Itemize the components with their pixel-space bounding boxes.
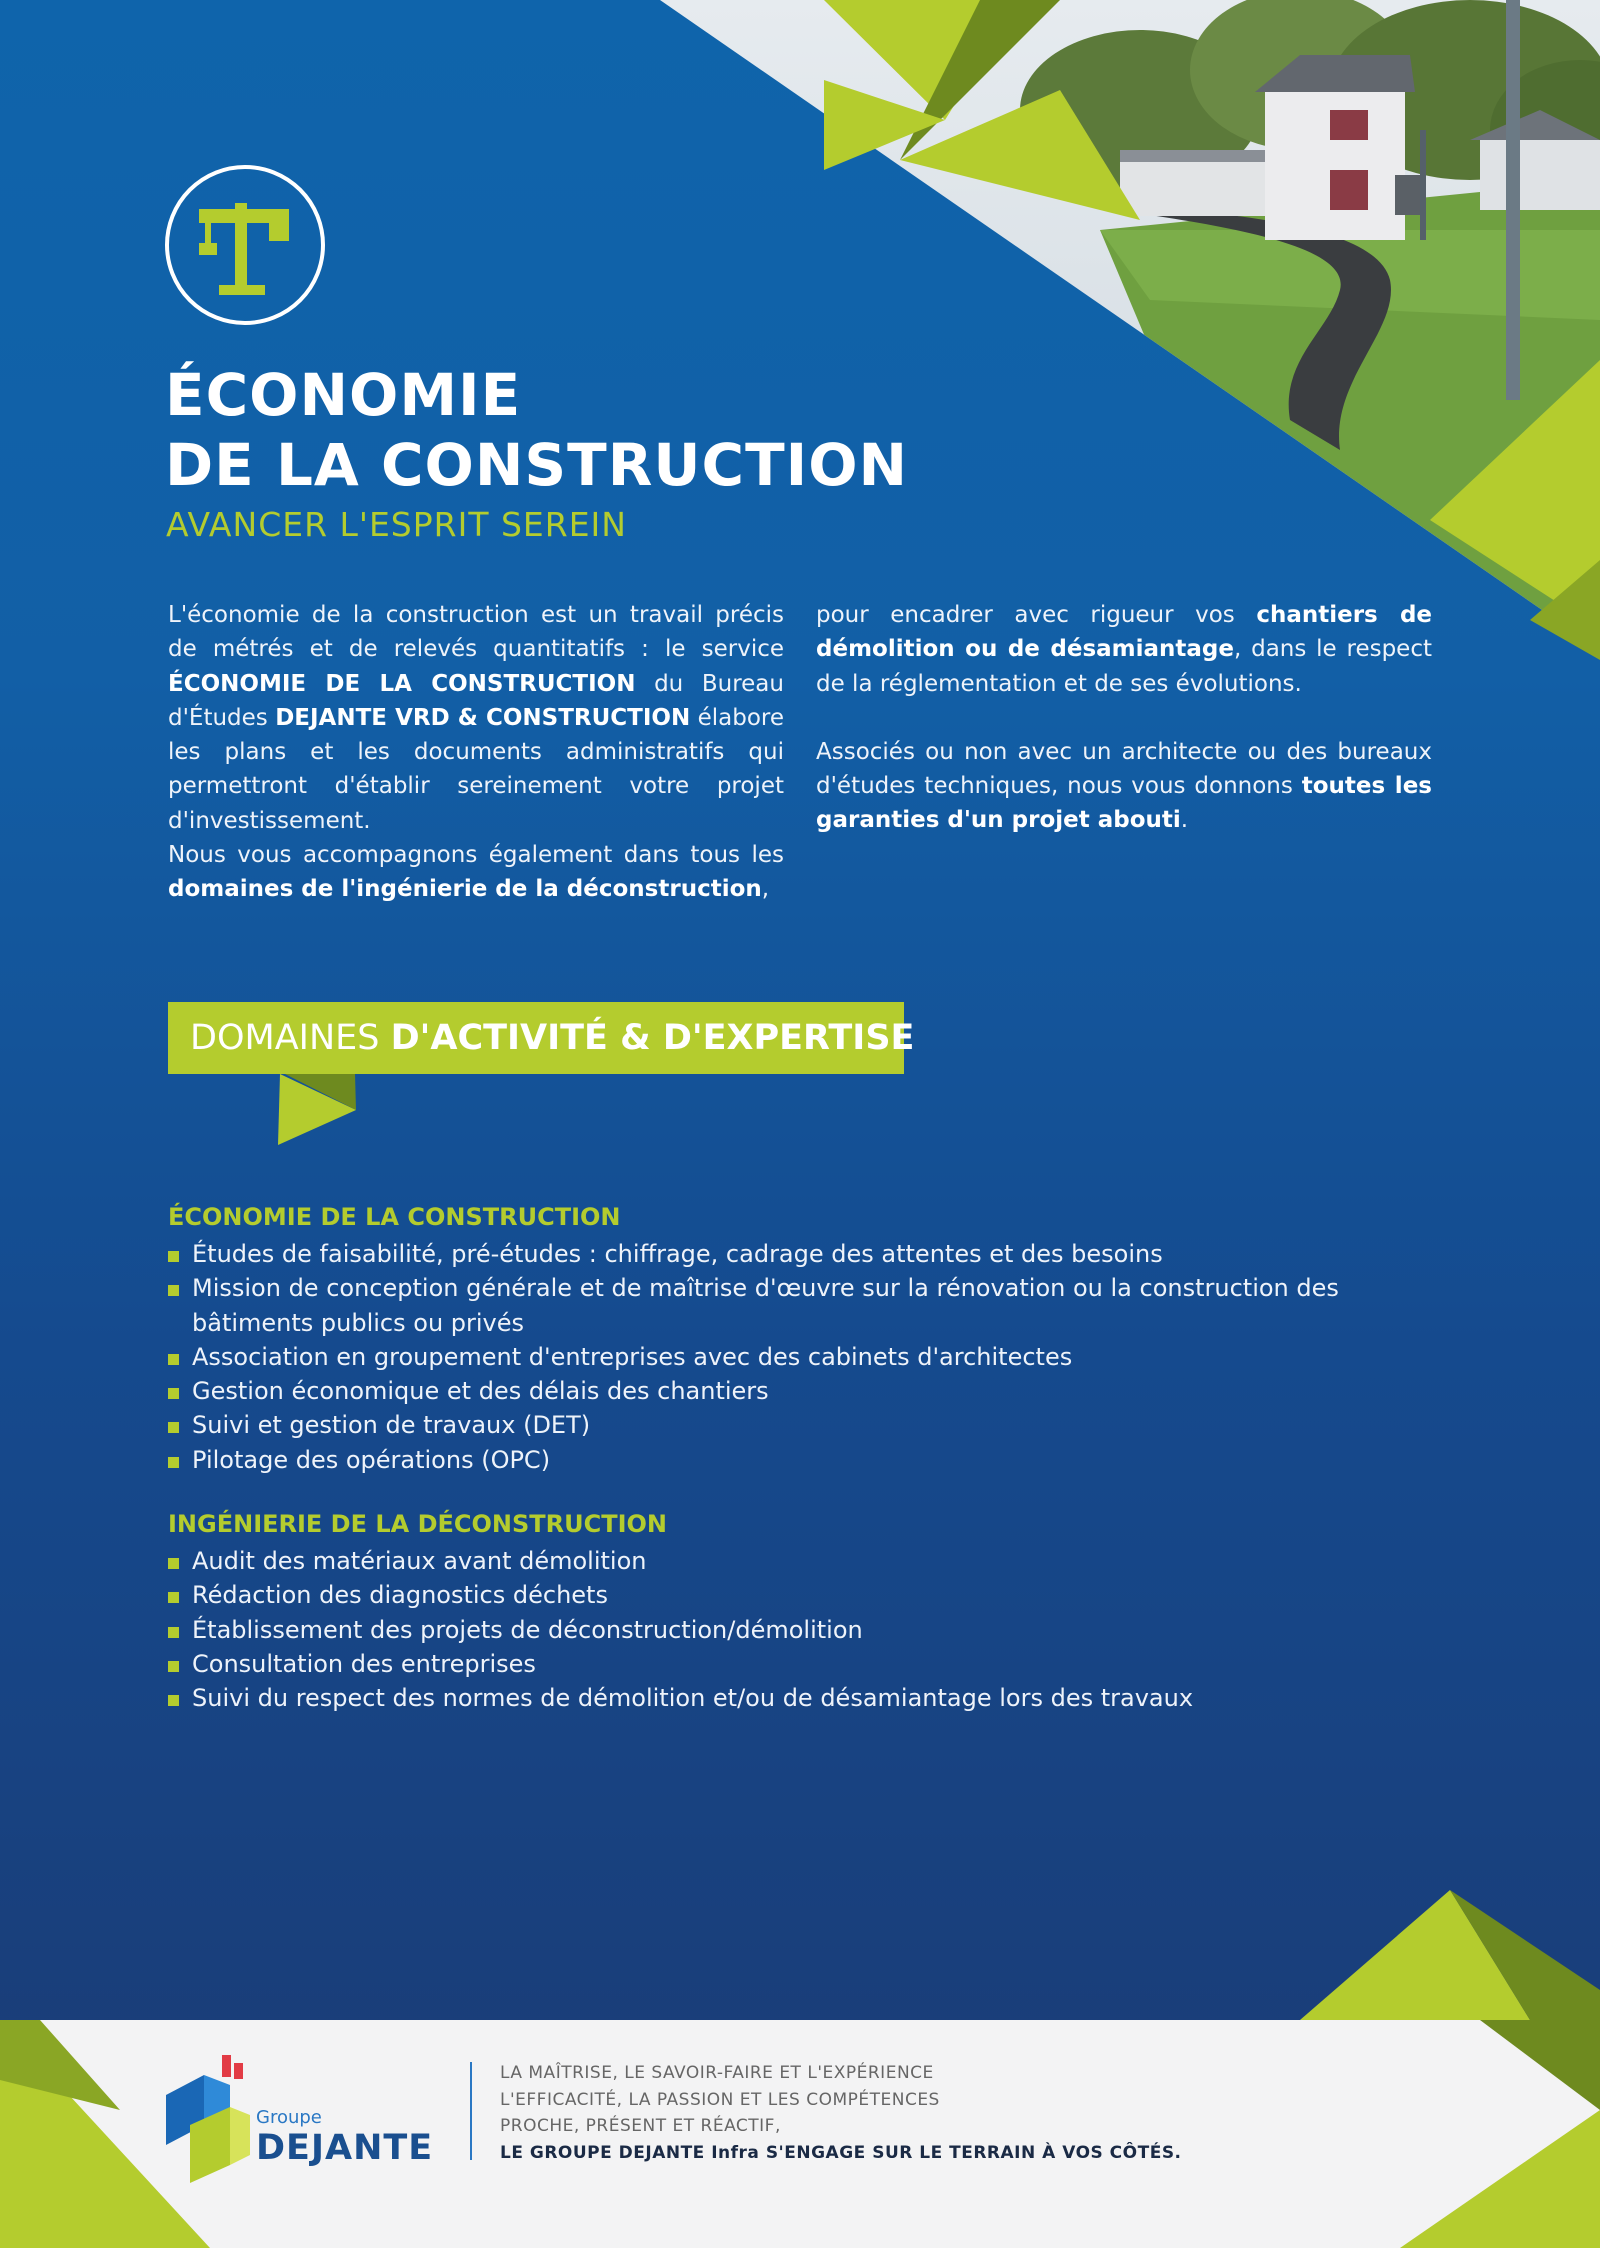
list-item: Association en groupement d'entreprises avec des cabinets d'architectes xyxy=(168,1340,1458,1374)
banner-bold-text: D'ACTIVITÉ & D'EXPERTISE xyxy=(390,1018,915,1058)
section-deconstruction xyxy=(168,1508,1458,1715)
bullet-list xyxy=(168,1237,1458,1477)
logo-wordmark xyxy=(256,2107,433,2168)
tagline-line: LE GROUPE DEJANTE Infra S'ENGAGE SUR LE TERRAIN À VOS CÔTÉS. xyxy=(500,2142,1182,2163)
intro-paragraph: pour encadrer avec rigueur vos chantiers de démolition ou de désamiantage, dans le respect de la réglementation et de ses évolutions. xyxy=(816,602,1433,697)
list-item: Mission de conception générale et de maîtrise d'œuvre sur la rénovation ou la construction des bâtiments publics ou privés xyxy=(168,1271,1458,1340)
list-item: Rédaction des diagnostics déchets xyxy=(168,1578,1458,1612)
intro-column-left xyxy=(168,598,784,907)
list-item: Gestion économique et des délais des chantiers xyxy=(168,1374,1458,1408)
list-item: Établissement des projets de déconstruction/démolition xyxy=(168,1613,1458,1647)
intro-column-right xyxy=(816,598,1432,838)
list-item: Audit des matériaux avant démolition xyxy=(168,1544,1458,1578)
logo-name: DEJANTE xyxy=(256,2128,434,2168)
intro-paragraph: Associés ou non avec un architecte ou des bureaux d'études techniques, nous vous donnons toutes les garanties d'un projet abouti. xyxy=(816,738,1432,834)
tagline-line: LA MAÎTRISE, LE SAVOIR-FAIRE ET L'EXPÉRIENCE xyxy=(500,2063,934,2083)
section-economie xyxy=(168,1201,1458,1477)
list-item: Pilotage des opérations (OPC) xyxy=(168,1443,1458,1477)
footer-divider xyxy=(470,2062,472,2160)
list-item: Consultation des entreprises xyxy=(168,1647,1458,1681)
list-item: Études de faisabilité, pré-études : chiffrage, cadrage des attentes et des besoins xyxy=(168,1237,1458,1271)
dejante-logo-icon xyxy=(160,2055,260,2185)
house-photo xyxy=(660,0,1600,650)
crane-icon xyxy=(165,165,325,325)
intro-paragraph: Nous vous accompagnons également dans tous les domaines de l'ingénierie de la déconstruction, xyxy=(168,842,784,903)
title-line-2: DE LA CONSTRUCTION xyxy=(165,431,909,499)
footer-tagline xyxy=(500,2060,1182,2166)
tagline-line: L'EFFICACITÉ, LA PASSION ET LES COMPÉTENCES xyxy=(500,2089,940,2110)
section-banner xyxy=(168,1002,915,1074)
intro-paragraph: L'économie de la construction est un travail précis de métrés et de relevés quantitatifs : le service ÉCONOMIE DE LA CONSTRUCTION du Bureau d'Études DEJANTE VRD & CONSTRUCTION élabore les plans et les documents administratifs qui permettront d'établir sereinement votre projet d'investissement. xyxy=(168,602,785,834)
banner-light-text: DOMAINES xyxy=(190,1018,391,1058)
list-item: Suivi du respect des normes de démolition et/ou de désamiantage lors des travaux xyxy=(168,1681,1458,1715)
title-line-1: ÉCONOMIE xyxy=(165,361,522,429)
page-subtitle: AVANCER L'ESPRIT SEREIN xyxy=(166,505,627,544)
section-heading: INGÉNIERIE DE LA DÉCONSTRUCTION xyxy=(168,1510,668,1538)
logo-group-label: Groupe xyxy=(256,2107,322,2128)
bullet-list xyxy=(168,1544,1458,1715)
page-title xyxy=(165,360,908,500)
tagline-line: PROCHE, PRÉSENT ET RÉACTIF, xyxy=(500,2116,781,2136)
list-item: Suivi et gestion de travaux (DET) xyxy=(168,1408,1458,1442)
section-heading: ÉCONOMIE DE LA CONSTRUCTION xyxy=(168,1203,621,1231)
